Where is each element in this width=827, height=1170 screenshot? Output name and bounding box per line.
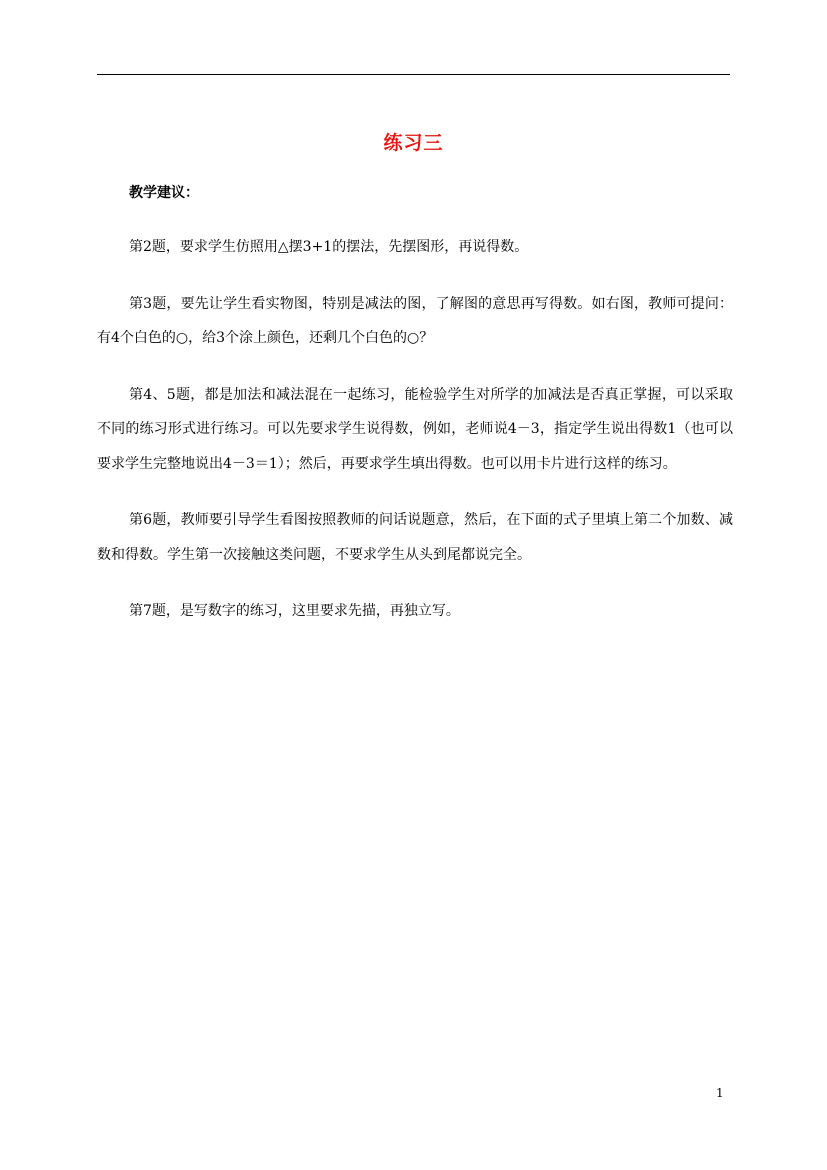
header-rule xyxy=(97,74,730,75)
paragraph-exercise-2: 第2题，要求学生仿照用△摆3+1的摆法，先摆图形，再说得数。 xyxy=(129,239,529,255)
section-heading: 教学建议： xyxy=(129,185,199,201)
paragraph-exercise-7: 第7题，是写数字的练习，这里要求先描，再独立写。 xyxy=(129,603,460,619)
page-number: 1 xyxy=(716,1086,724,1100)
page-title: 练习三 xyxy=(383,132,444,154)
document-body xyxy=(97,178,733,629)
paragraph-exercise-3: 第3题，要先让学生看实物图，特别是减法的图，了解图的意思再写得数。如右图，教师可提问：有4个白色的○，给3个涂上颜色，还剩几个白色的○？ xyxy=(97,295,733,346)
paragraph-exercise-4-5: 第4、5题，都是加法和减法混在一起练习，能检验学生对所学的加减法是否真正掌握，可以采取不同的练习形式进行练习。可以先要求学生说得数，例如，老师说4－3，指定学生说出得数1（也可以要求学生完整地说出4－3＝1）；然后，再要求学生填出得数。也可以用卡片进行这样的练习。 xyxy=(97,386,733,472)
paragraph-exercise-6: 第6题，教师要引导学生看图按照教师的问话说题意，然后，在下面的式子里填上第二个加数、减数和得数。学生第一次接触这类问题，不要求学生从头到尾都说完全。 xyxy=(97,512,733,563)
